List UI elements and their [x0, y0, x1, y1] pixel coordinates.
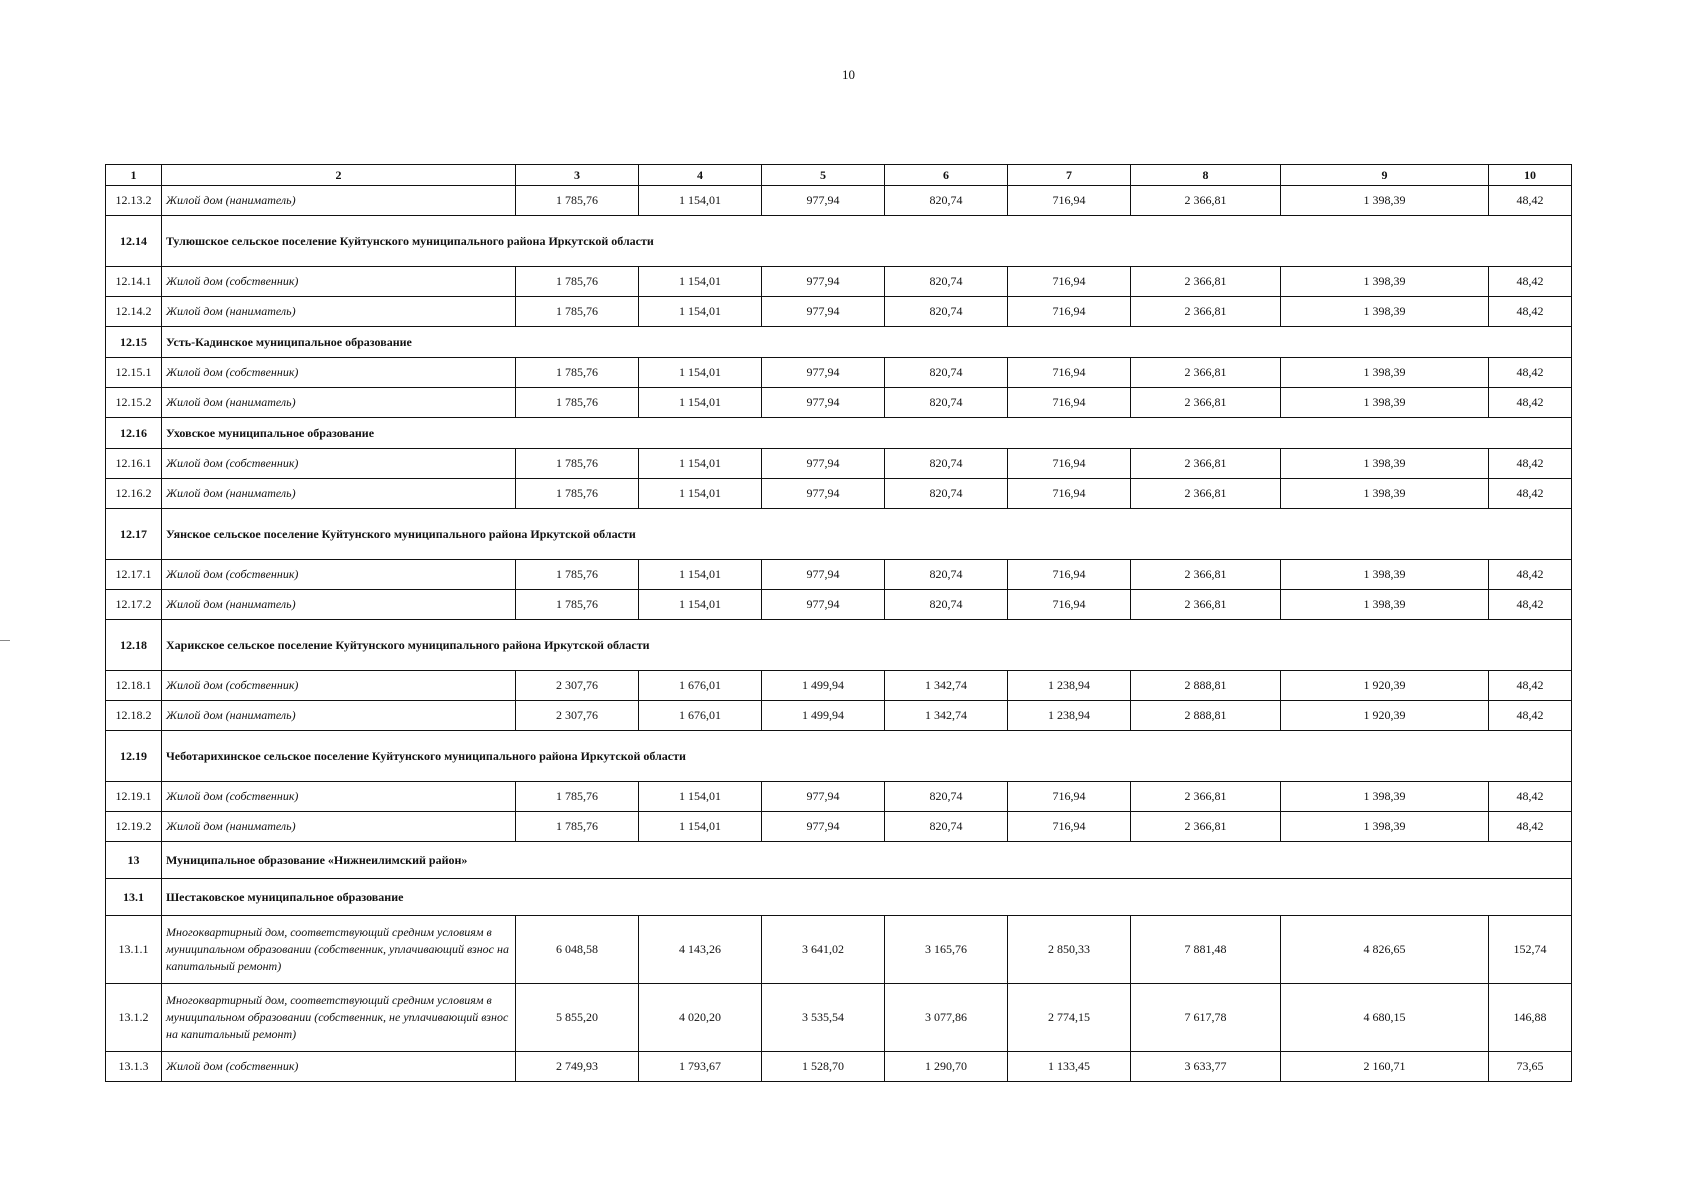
value-col-9: 4 826,65: [1281, 916, 1489, 984]
value-col-9: 1 398,39: [1281, 812, 1489, 842]
value-col-10: 152,74: [1489, 916, 1572, 984]
group-row: [106, 509, 1572, 560]
row-description: Жилой дом (наниматель): [162, 388, 516, 418]
value-col-4: 1 154,01: [639, 812, 762, 842]
group-title: Шестаковское муниципальное образование: [162, 879, 1572, 916]
column-header-5: 5: [762, 165, 885, 186]
value-col-6: 820,74: [885, 388, 1008, 418]
value-col-10: 73,65: [1489, 1052, 1572, 1082]
value-col-9: 1 398,39: [1281, 590, 1489, 620]
table-row: [106, 671, 1572, 701]
table-row: [106, 1052, 1572, 1082]
group-title: Уянское сельское поселение Куйтунского муниципального района Иркутской области: [162, 509, 1572, 560]
value-col-4: 1 154,01: [639, 358, 762, 388]
value-col-8: 2 366,81: [1131, 782, 1281, 812]
value-col-7: 716,94: [1008, 186, 1131, 216]
value-col-7: 1 238,94: [1008, 701, 1131, 731]
row-description: Жилой дом (собственник): [162, 449, 516, 479]
table-row: [106, 388, 1572, 418]
value-col-7: 1 238,94: [1008, 671, 1131, 701]
value-col-8: 2 366,81: [1131, 388, 1281, 418]
row-number: 12.17.1: [106, 560, 162, 590]
row-number: 12.16.2: [106, 479, 162, 509]
value-col-6: 820,74: [885, 782, 1008, 812]
value-col-5: 977,94: [762, 812, 885, 842]
value-col-5: 1 528,70: [762, 1052, 885, 1082]
row-number: 12.13.2: [106, 186, 162, 216]
value-col-7: 2 850,33: [1008, 916, 1131, 984]
value-col-7: 716,94: [1008, 590, 1131, 620]
value-col-8: 2 366,81: [1131, 449, 1281, 479]
value-col-4: 1 154,01: [639, 782, 762, 812]
value-col-3: 1 785,76: [516, 449, 639, 479]
value-col-6: 820,74: [885, 297, 1008, 327]
value-col-8: 2 366,81: [1131, 358, 1281, 388]
value-col-10: 48,42: [1489, 812, 1572, 842]
value-col-7: 2 774,15: [1008, 984, 1131, 1052]
value-col-3: 5 855,20: [516, 984, 639, 1052]
value-col-4: 1 154,01: [639, 449, 762, 479]
group-title: Усть-Кадинское муниципальное образование: [162, 327, 1572, 358]
value-col-9: 1 398,39: [1281, 267, 1489, 297]
value-col-6: 3 077,86: [885, 984, 1008, 1052]
value-col-8: 2 366,81: [1131, 560, 1281, 590]
column-header-2: 2: [162, 165, 516, 186]
value-col-3: 1 785,76: [516, 812, 639, 842]
value-col-8: 2 366,81: [1131, 186, 1281, 216]
value-col-5: 977,94: [762, 186, 885, 216]
group-row: [106, 620, 1572, 671]
column-header-3: 3: [516, 165, 639, 186]
group-number: 13: [106, 842, 162, 879]
table-row: [106, 701, 1572, 731]
value-col-8: 2 366,81: [1131, 479, 1281, 509]
value-col-9: 1 398,39: [1281, 782, 1489, 812]
value-col-4: 1 676,01: [639, 701, 762, 731]
value-col-5: 3 641,02: [762, 916, 885, 984]
row-number: 12.14.1: [106, 267, 162, 297]
value-col-7: 716,94: [1008, 297, 1131, 327]
row-description: Жилой дом (наниматель): [162, 590, 516, 620]
value-col-10: 48,42: [1489, 560, 1572, 590]
row-number: 13.1.3: [106, 1052, 162, 1082]
value-col-6: 820,74: [885, 560, 1008, 590]
table-row: [106, 590, 1572, 620]
column-header-4: 4: [639, 165, 762, 186]
table-row: [106, 782, 1572, 812]
row-number: 12.18.2: [106, 701, 162, 731]
value-col-4: 1 154,01: [639, 297, 762, 327]
value-col-7: 716,94: [1008, 560, 1131, 590]
row-number: 12.18.1: [106, 671, 162, 701]
row-description: Жилой дом (наниматель): [162, 812, 516, 842]
value-col-7: 716,94: [1008, 358, 1131, 388]
group-title: Харикское сельское поселение Куйтунского муниципального района Иркутской области: [162, 620, 1572, 671]
value-col-8: 2 366,81: [1131, 812, 1281, 842]
value-col-9: 1 920,39: [1281, 671, 1489, 701]
group-row: [106, 418, 1572, 449]
row-number: 12.15.1: [106, 358, 162, 388]
value-col-4: 1 154,01: [639, 479, 762, 509]
row-number: 12.15.2: [106, 388, 162, 418]
table-row: [106, 984, 1572, 1052]
group-title: Уховское муниципальное образование: [162, 418, 1572, 449]
table-row: [106, 560, 1572, 590]
value-col-10: 48,42: [1489, 479, 1572, 509]
value-col-3: 1 785,76: [516, 358, 639, 388]
value-col-8: 2 366,81: [1131, 267, 1281, 297]
value-col-10: 48,42: [1489, 671, 1572, 701]
margin-mark: [0, 640, 10, 641]
column-header-row: [106, 165, 1572, 186]
value-col-10: 48,42: [1489, 701, 1572, 731]
value-col-7: 716,94: [1008, 812, 1131, 842]
group-title: Тулюшское сельское поселение Куйтунского муниципального района Иркутской области: [162, 216, 1572, 267]
group-number: 13.1: [106, 879, 162, 916]
group-title: Чеботарихинское сельское поселение Куйтунского муниципального района Иркутской области: [162, 731, 1572, 782]
value-col-3: 2 307,76: [516, 701, 639, 731]
value-col-5: 1 499,94: [762, 701, 885, 731]
value-col-9: 1 398,39: [1281, 560, 1489, 590]
value-col-5: 977,94: [762, 358, 885, 388]
value-col-5: 977,94: [762, 782, 885, 812]
column-header-9: 9: [1281, 165, 1489, 186]
value-col-10: 48,42: [1489, 297, 1572, 327]
value-col-4: 1 676,01: [639, 671, 762, 701]
value-col-8: 2 888,81: [1131, 701, 1281, 731]
value-col-4: 1 793,67: [639, 1052, 762, 1082]
row-description: Многоквартирный дом, соответствующий средним условиям в муниципальном образовании (собственник, не уплачивающий взнос на капитальный ремонт): [162, 984, 516, 1052]
group-row: [106, 731, 1572, 782]
value-col-10: 146,88: [1489, 984, 1572, 1052]
value-col-5: 3 535,54: [762, 984, 885, 1052]
value-col-4: 1 154,01: [639, 560, 762, 590]
value-col-6: 3 165,76: [885, 916, 1008, 984]
value-col-5: 1 499,94: [762, 671, 885, 701]
value-col-6: 820,74: [885, 449, 1008, 479]
table-row: [106, 479, 1572, 509]
table-row: [106, 449, 1572, 479]
value-col-8: 7 617,78: [1131, 984, 1281, 1052]
value-col-8: 2 366,81: [1131, 297, 1281, 327]
value-col-6: 1 342,74: [885, 671, 1008, 701]
group-row: [106, 216, 1572, 267]
value-col-10: 48,42: [1489, 782, 1572, 812]
value-col-9: 1 920,39: [1281, 701, 1489, 731]
value-col-3: 1 785,76: [516, 186, 639, 216]
value-col-3: 2 307,76: [516, 671, 639, 701]
value-col-3: 1 785,76: [516, 590, 639, 620]
value-col-8: 2 888,81: [1131, 671, 1281, 701]
row-description: Жилой дом (собственник): [162, 782, 516, 812]
value-col-9: 1 398,39: [1281, 186, 1489, 216]
column-header-6: 6: [885, 165, 1008, 186]
column-header-7: 7: [1008, 165, 1131, 186]
row-description: Жилой дом (наниматель): [162, 701, 516, 731]
value-col-4: 1 154,01: [639, 388, 762, 418]
group-title: Муниципальное образование «Нижнеилимский район»: [162, 842, 1572, 879]
row-description: Многоквартирный дом, соответствующий средним условиям в муниципальном образовании (собственник, уплачивающий взнос на капитальный ремонт): [162, 916, 516, 984]
row-description: Жилой дом (наниматель): [162, 297, 516, 327]
value-col-7: 716,94: [1008, 782, 1131, 812]
group-row: [106, 879, 1572, 916]
value-col-6: 820,74: [885, 479, 1008, 509]
value-col-7: 716,94: [1008, 267, 1131, 297]
row-description: Жилой дом (собственник): [162, 358, 516, 388]
row-description: Жилой дом (собственник): [162, 560, 516, 590]
value-col-8: 7 881,48: [1131, 916, 1281, 984]
table-row: [106, 916, 1572, 984]
value-col-9: 1 398,39: [1281, 297, 1489, 327]
value-col-9: 2 160,71: [1281, 1052, 1489, 1082]
group-number: 12.19: [106, 731, 162, 782]
table-row: [106, 358, 1572, 388]
value-col-10: 48,42: [1489, 388, 1572, 418]
value-col-10: 48,42: [1489, 267, 1572, 297]
row-number: 12.14.2: [106, 297, 162, 327]
tariff-table: [105, 164, 1572, 1082]
value-col-5: 977,94: [762, 479, 885, 509]
value-col-6: 820,74: [885, 186, 1008, 216]
value-col-7: 716,94: [1008, 479, 1131, 509]
row-description: Жилой дом (наниматель): [162, 186, 516, 216]
value-col-6: 820,74: [885, 590, 1008, 620]
group-number: 12.16: [106, 418, 162, 449]
value-col-4: 4 020,20: [639, 984, 762, 1052]
value-col-3: 2 749,93: [516, 1052, 639, 1082]
table-row: [106, 186, 1572, 216]
value-col-7: 716,94: [1008, 449, 1131, 479]
value-col-6: 1 290,70: [885, 1052, 1008, 1082]
value-col-6: 1 342,74: [885, 701, 1008, 731]
table-row: [106, 267, 1572, 297]
row-description: Жилой дом (собственник): [162, 671, 516, 701]
value-col-9: 1 398,39: [1281, 388, 1489, 418]
value-col-3: 1 785,76: [516, 560, 639, 590]
value-col-8: 2 366,81: [1131, 590, 1281, 620]
group-number: 12.15: [106, 327, 162, 358]
value-col-6: 820,74: [885, 812, 1008, 842]
value-col-10: 48,42: [1489, 358, 1572, 388]
value-col-9: 1 398,39: [1281, 449, 1489, 479]
value-col-8: 3 633,77: [1131, 1052, 1281, 1082]
group-number: 12.14: [106, 216, 162, 267]
group-number: 12.18: [106, 620, 162, 671]
value-col-10: 48,42: [1489, 590, 1572, 620]
value-col-7: 716,94: [1008, 388, 1131, 418]
value-col-5: 977,94: [762, 449, 885, 479]
column-header-8: 8: [1131, 165, 1281, 186]
row-number: 12.17.2: [106, 590, 162, 620]
row-description: Жилой дом (собственник): [162, 267, 516, 297]
value-col-10: 48,42: [1489, 186, 1572, 216]
value-col-3: 1 785,76: [516, 267, 639, 297]
value-col-4: 1 154,01: [639, 186, 762, 216]
page-number: 10: [842, 67, 855, 82]
row-number: 12.19.2: [106, 812, 162, 842]
value-col-4: 4 143,26: [639, 916, 762, 984]
column-header-10: 10: [1489, 165, 1572, 186]
row-description: Жилой дом (наниматель): [162, 479, 516, 509]
value-col-5: 977,94: [762, 297, 885, 327]
value-col-4: 1 154,01: [639, 267, 762, 297]
group-number: 12.17: [106, 509, 162, 560]
value-col-3: 1 785,76: [516, 782, 639, 812]
value-col-5: 977,94: [762, 560, 885, 590]
value-col-9: 4 680,15: [1281, 984, 1489, 1052]
value-col-9: 1 398,39: [1281, 479, 1489, 509]
row-number: 13.1.1: [106, 916, 162, 984]
row-number: 12.16.1: [106, 449, 162, 479]
value-col-5: 977,94: [762, 267, 885, 297]
group-row: [106, 842, 1572, 879]
row-number: 13.1.2: [106, 984, 162, 1052]
table-row: [106, 297, 1572, 327]
table-row: [106, 812, 1572, 842]
value-col-9: 1 398,39: [1281, 358, 1489, 388]
value-col-6: 820,74: [885, 358, 1008, 388]
value-col-3: 1 785,76: [516, 479, 639, 509]
value-col-3: 1 785,76: [516, 297, 639, 327]
value-col-6: 820,74: [885, 267, 1008, 297]
value-col-5: 977,94: [762, 590, 885, 620]
value-col-5: 977,94: [762, 388, 885, 418]
group-row: [106, 327, 1572, 358]
value-col-3: 1 785,76: [516, 388, 639, 418]
column-header-1: 1: [106, 165, 162, 186]
value-col-10: 48,42: [1489, 449, 1572, 479]
value-col-4: 1 154,01: [639, 590, 762, 620]
value-col-7: 1 133,45: [1008, 1052, 1131, 1082]
row-description: Жилой дом (собственник): [162, 1052, 516, 1082]
row-number: 12.19.1: [106, 782, 162, 812]
value-col-3: 6 048,58: [516, 916, 639, 984]
